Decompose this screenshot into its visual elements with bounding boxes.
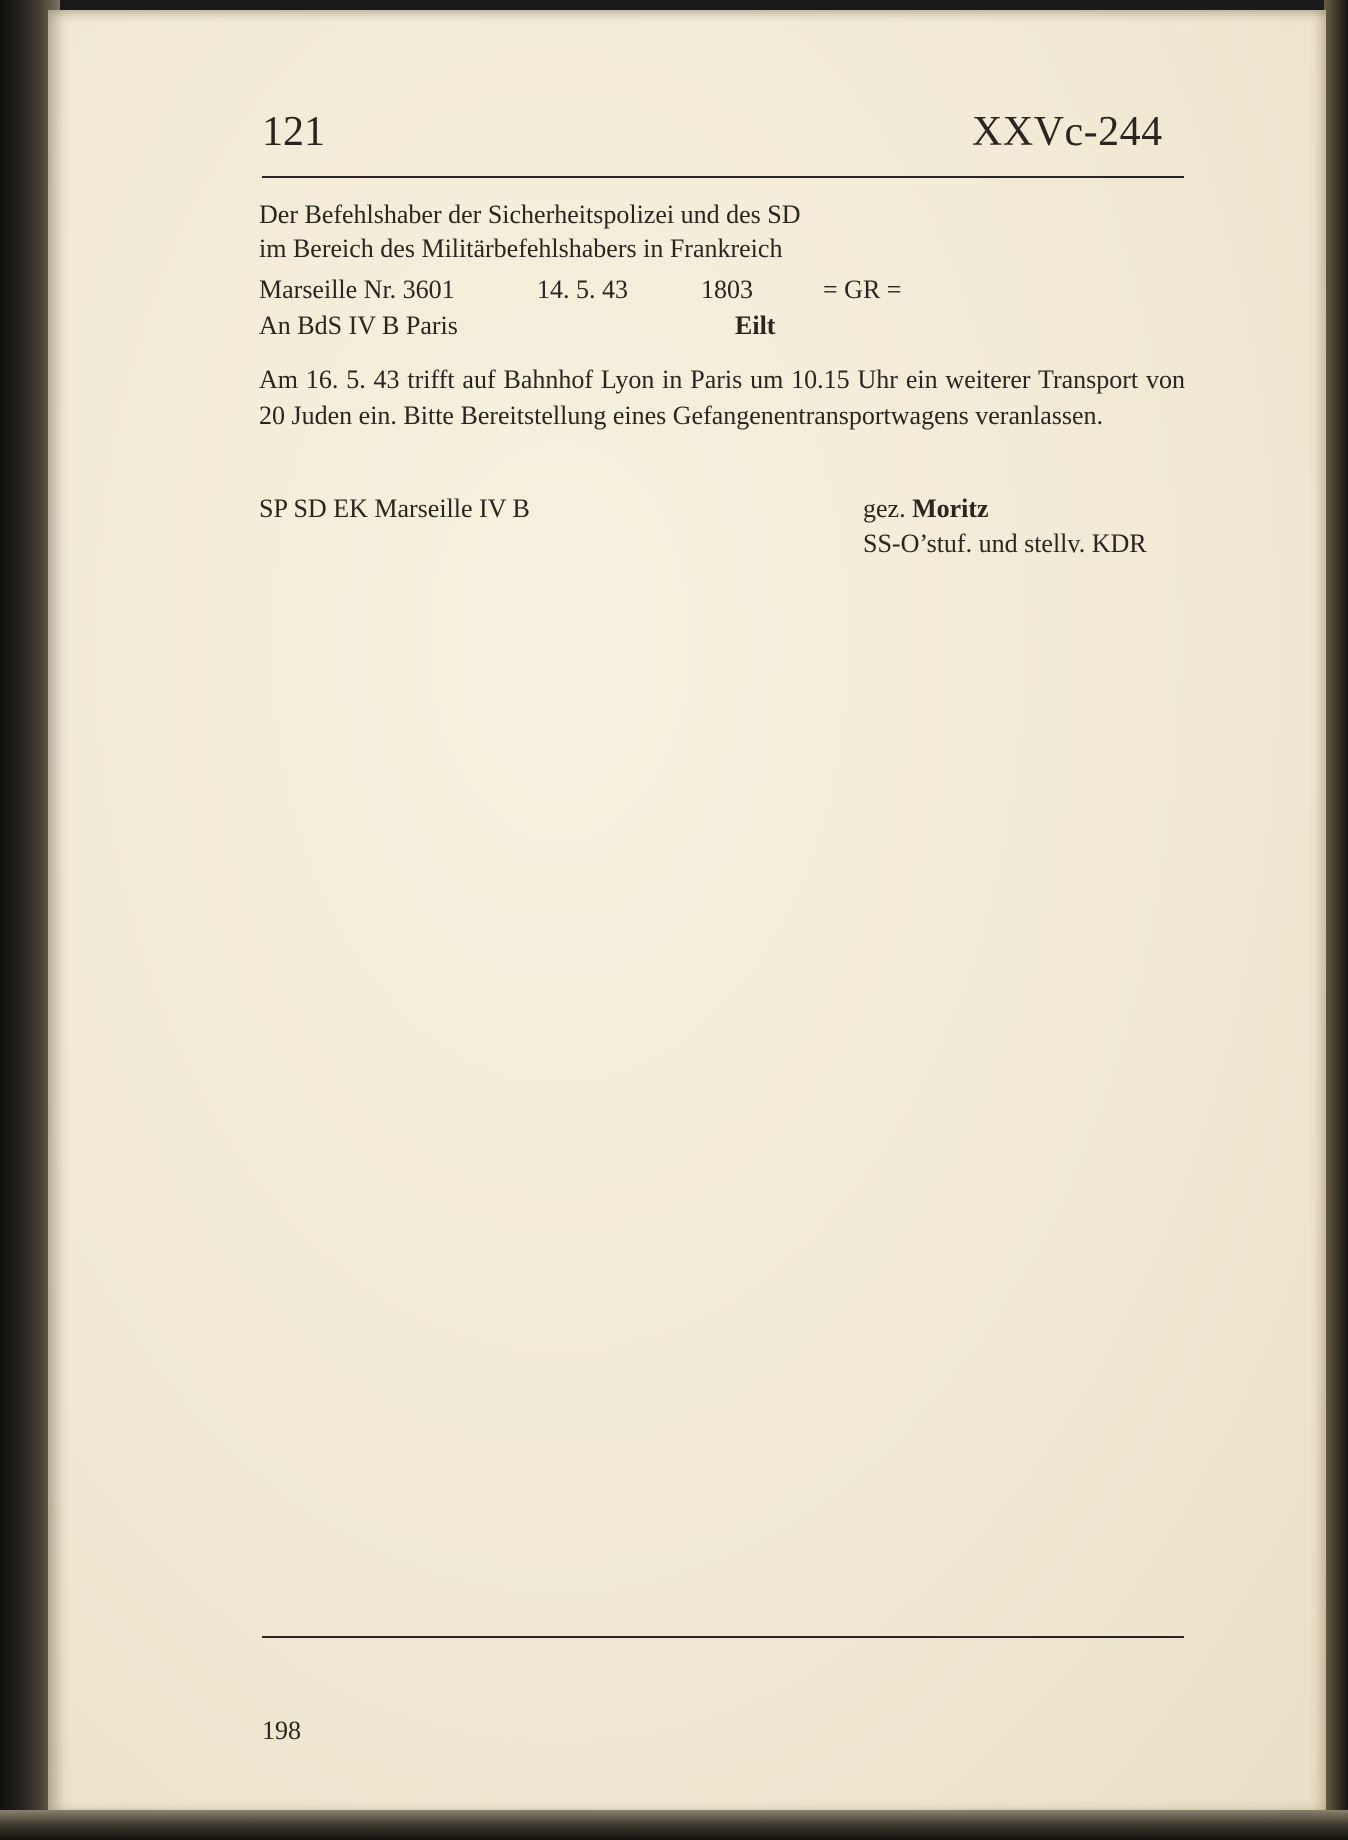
telegram-origin: Marseille Nr. 3601: [259, 275, 455, 304]
signature-name: Moritz: [912, 494, 989, 523]
telegram-priority: [735, 311, 775, 341]
priority-label: Eilt: [735, 311, 776, 340]
header-rule: [262, 176, 1184, 178]
book-bottom-edge: [0, 1810, 1348, 1840]
telegram-marker: = GR =: [823, 275, 902, 304]
header-document-code: XXVc-244: [972, 109, 1163, 155]
telegram-time: 1803: [701, 275, 753, 304]
signature-prefix: gez.: [863, 494, 906, 523]
header-page-number: 121: [262, 109, 325, 155]
telegram-recipient: An BdS IV B Paris: [259, 311, 458, 340]
signature-rank: SS-O’stuf. und stellv. KDR: [863, 529, 1147, 558]
book-page: [48, 10, 1326, 1815]
signature-line: [863, 494, 989, 524]
footer-rule: [262, 1636, 1184, 1638]
telegram-date: 14. 5. 43: [537, 275, 628, 304]
footer-page-number: 198: [262, 1716, 301, 1745]
sender-line-1: Der Befehlshaber der Sicherheitspolizei und des SD: [259, 200, 801, 229]
signature-unit: SP SD EK Marseille IV B: [259, 494, 530, 523]
sender-line-2: im Bereich des Militärbefehlshabers in Frankreich: [259, 234, 783, 263]
book-right-edge: [1324, 0, 1348, 1840]
message-paragraph: Am 16. 5. 43 trifft auf Bahnhof Lyon in Paris um 10.15 Uhr ein weiterer Transport von 20 Juden ein. Bitte Bereitstellung eines Gefangenentransportwagens veranlassen.: [259, 365, 1185, 430]
